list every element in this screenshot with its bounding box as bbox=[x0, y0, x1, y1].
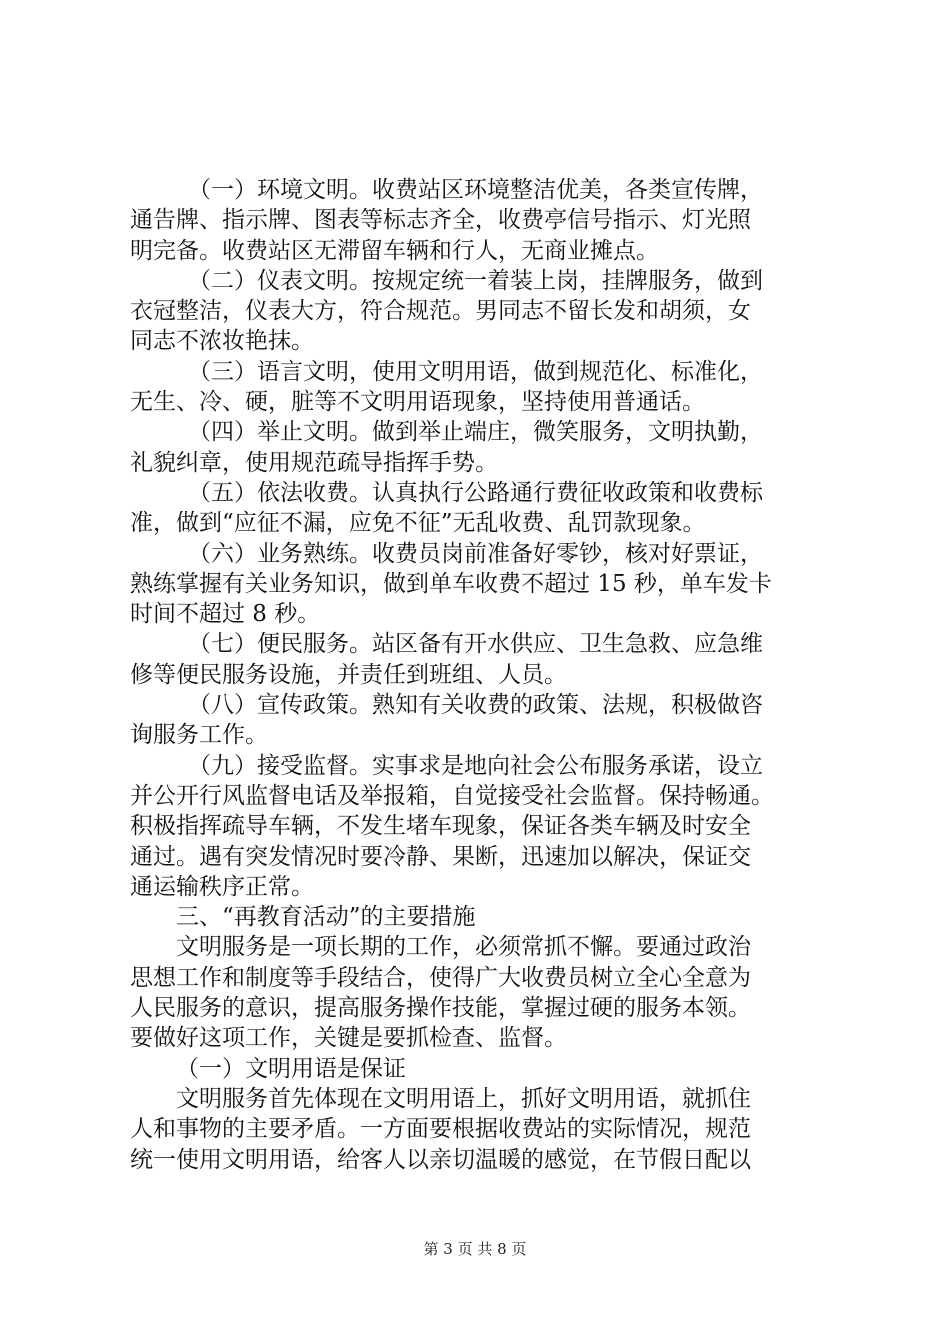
paragraph-line: 人和事物的主要矛盾。一方面要根据收费站的实际情况，规范 bbox=[130, 1116, 751, 1143]
paragraph-line: 通运输秩序正常。 bbox=[130, 873, 314, 900]
page-number-footer: 第 3 页 共 8 页 bbox=[423, 1240, 527, 1258]
paragraph-line: 并公开行风监督电话及举报箱，自觉接受社会监督。保持畅通。 bbox=[130, 782, 774, 809]
paragraph-line: 通过。遇有突发情况时要冷静、果断，迅速加以解决，保证交 bbox=[130, 843, 751, 870]
paragraph-line: 积极指挥疏导车辆，不发生堵车现象，保证各类车辆及时安全 bbox=[130, 813, 751, 840]
paragraph-line: （九）接受监督。实事求是地向社会公布服务承诺，设立 bbox=[188, 752, 763, 779]
paragraph-line: 要做好这项工作，关键是要抓检查、监督。 bbox=[130, 1025, 567, 1052]
paragraph-line: 衣冠整洁，仪表大方，符合规范。男同志不留长发和胡须，女 bbox=[130, 298, 751, 325]
document-body bbox=[130, 175, 840, 1175]
paragraph-line: （七）便民服务。站区备有开水供应、卫生急救、应急维 bbox=[188, 631, 763, 658]
paragraph-line: 修等便民服务设施，并责任到班组、人员。 bbox=[130, 661, 567, 688]
section-heading: 三、“再教育活动”的主要措施 bbox=[176, 904, 476, 931]
paragraph-line: 礼貌纠章，使用规范疏导指挥手势。 bbox=[130, 449, 498, 476]
paragraph-line: 通告牌、指示牌、图表等标志齐全，收费亭信号指示、灯光照 bbox=[130, 207, 751, 234]
paragraph-line: 询服务工作。 bbox=[130, 722, 268, 749]
paragraph-line: 思想工作和制度等手段结合，使得广大收费员树立全心全意为 bbox=[130, 964, 751, 991]
subsection-heading: （一）文明用语是保证 bbox=[176, 1055, 406, 1082]
paragraph-line: （四）举止文明。做到举止端庄，微笑服务，文明执勤， bbox=[188, 419, 763, 446]
paragraph-line: 明完备。收费站区无滞留车辆和行人，无商业摊点。 bbox=[130, 237, 659, 264]
paragraph-line: 无生、冷、硬，脏等不文明用语现象，坚持使用普通话。 bbox=[130, 389, 705, 416]
paragraph-line: （六）业务熟练。收费员岗前准备好零钞，核对好票证， bbox=[188, 540, 763, 567]
paragraph-line: 熟练掌握有关业务知识，做到单车收费不超过 15 秒，单车发卡 bbox=[130, 570, 772, 597]
paragraph-line: （八）宣传政策。熟知有关收费的政策、法规，积极做咨 bbox=[188, 692, 763, 719]
paragraph-line: （三）语言文明，使用文明用语，做到规范化、标准化， bbox=[188, 358, 763, 385]
paragraph-line: 人民服务的意识，提高服务操作技能，掌握过硬的服务本领。 bbox=[130, 995, 751, 1022]
paragraph-line: 时间不超过 8 秒。 bbox=[130, 601, 321, 628]
paragraph-line: 统一使用文明用语，给客人以亲切温暖的感觉，在节假日配以 bbox=[130, 1146, 751, 1173]
paragraph-line: 文明服务是一项长期的工作，必须常抓不懈。要通过政治 bbox=[176, 934, 751, 961]
paragraph-line: （五）依法收费。认真执行公路通行费征收政策和收费标 bbox=[188, 479, 763, 506]
paragraph-line: 同志不浓妆艳抹。 bbox=[130, 328, 314, 355]
paragraph-line: （一）环境文明。收费站区环境整洁优美，各类宣传牌， bbox=[188, 177, 763, 203]
paragraph-line: 准，做到“应征不漏，应免不征”无乱收费、乱罚款现象。 bbox=[130, 510, 706, 537]
paragraph-line: （二）仪表文明。按规定统一着装上岗，挂牌服务，做到 bbox=[188, 267, 763, 294]
paragraph-line: 文明服务首先体现在文明用语上，抓好文明用语，就抓住 bbox=[176, 1085, 751, 1112]
